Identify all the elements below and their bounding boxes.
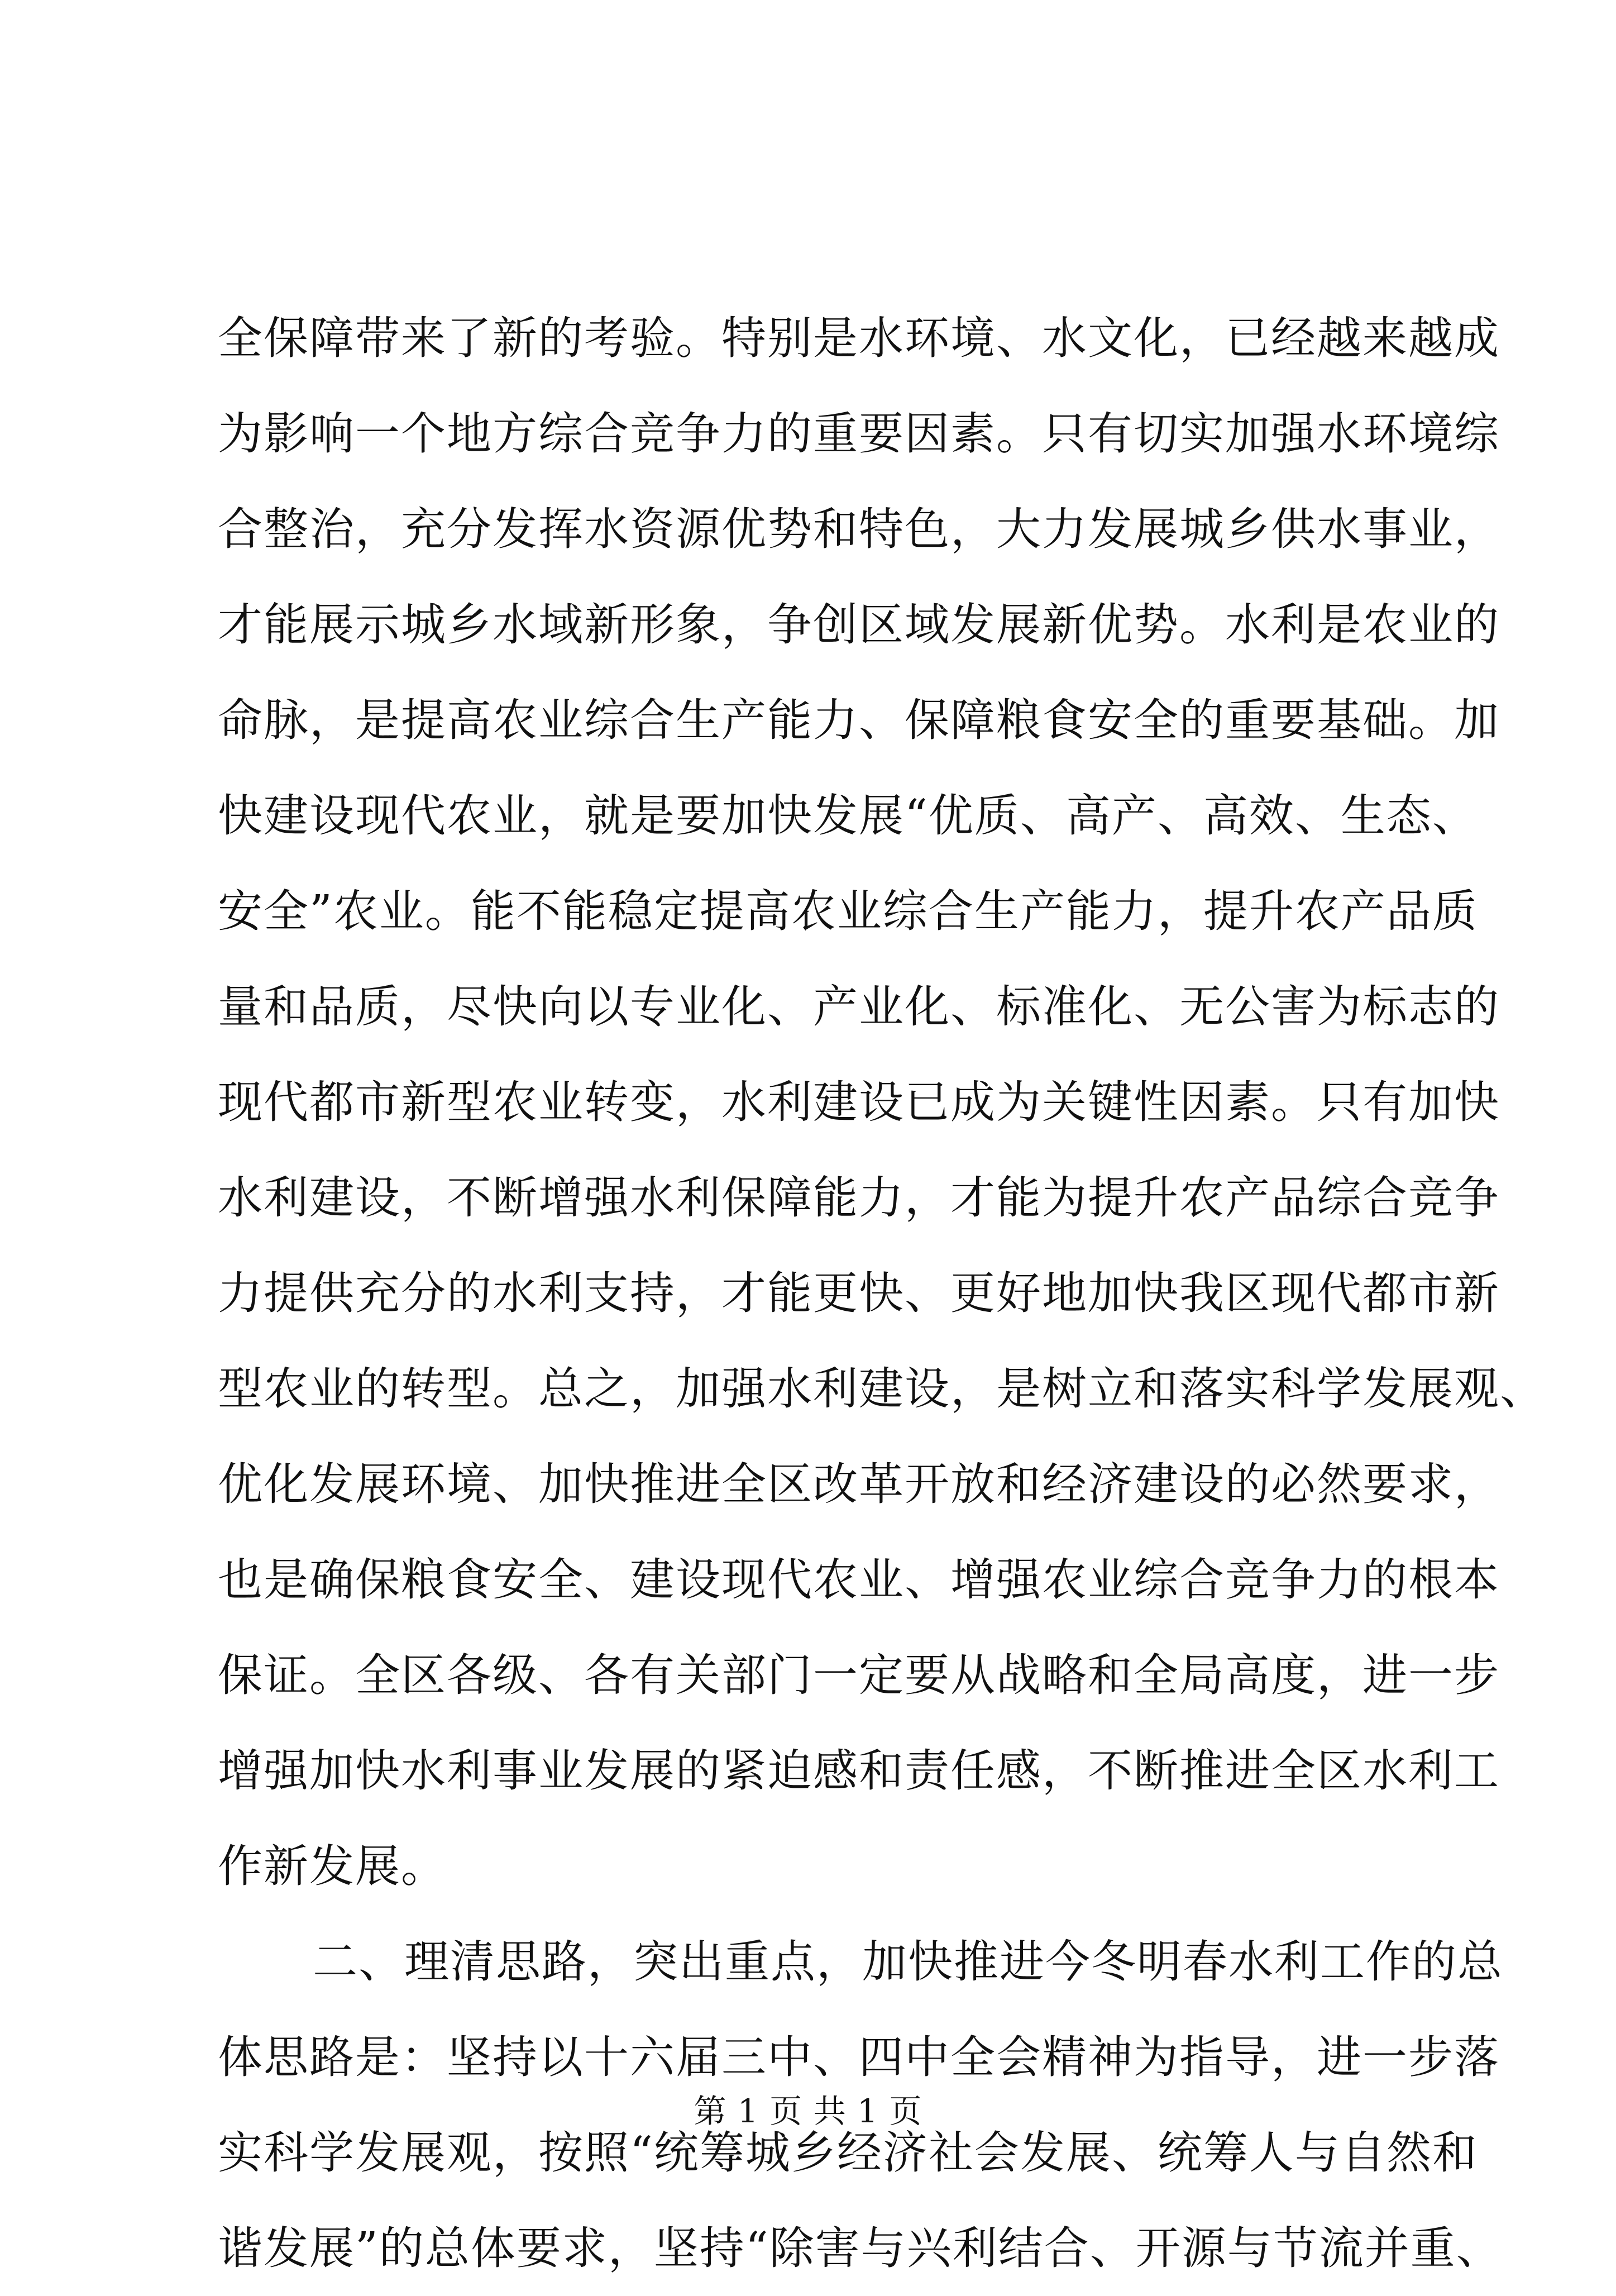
- text-line: 谐发展”的总体要求，坚持“除害与兴利结合、开源与节流并重、: [218, 2222, 1502, 2274]
- text-line: 优化发展环境、加快推进全区改革开放和经济建设的必然要求，: [218, 1458, 1500, 1510]
- text-line: 安全”农业。能不能稳定提高农业综合生产能力，提升农产品质: [218, 885, 1478, 937]
- text-line: 型农业的转型。总之，加强水利建设，是树立和落实科学发展观、: [218, 1363, 1546, 1415]
- text-line: 增强加快水利事业发展的紧迫感和责任感，不断推进全区水利工: [218, 1745, 1500, 1797]
- text-line: 量和品质，尽快向以专业化、产业化、标准化、无公害为标志的: [218, 981, 1500, 1033]
- text-line: 也是确保粮食安全、建设现代农业、增强农业综合竞争力的根本: [218, 1554, 1500, 1606]
- text-line: 命脉，是提高农业综合生产能力、保障粮食安全的重要基础。加: [218, 694, 1500, 746]
- text-line: 保证。全区各级、各有关部门一定要从战略和全局高度，进一步: [218, 1649, 1500, 1701]
- text-line: 为影响一个地方综合竞争力的重要因素。只有切实加强水环境综: [218, 408, 1500, 460]
- text-line: 才能展示城乡水域新形象，争创区域发展新优势。水利是农业的: [218, 599, 1500, 651]
- text-line: 现代都市新型农业转变，水利建设已成为关键性因素。只有加快: [218, 1076, 1500, 1128]
- text-line: 体思路是：坚持以十六届三中、四中全会精神为指导，进一步落: [218, 2031, 1500, 2083]
- text-line: 快建设现代农业，就是要加快发展“优质、高产、高效、生态、: [218, 790, 1478, 842]
- body-text: [218, 290, 1546, 2296]
- text-line: 实科学发展观，按照“统筹城乡经济社会发展、统筹人与自然和: [218, 2127, 1478, 2179]
- text-line: 全保障带来了新的考验。特别是水环境、水文化，已经越来越成: [218, 312, 1500, 364]
- text-line: 水利建设，不断增强水利保障能力，才能为提升农产品综合竞争: [218, 1172, 1500, 1224]
- page-footer: 第 1 页 共 1 页: [694, 2092, 922, 2130]
- text-line: 作新发展。: [218, 1840, 447, 1892]
- text-line: 合整治，充分发挥水资源优势和特色，大力发展城乡供水事业，: [218, 503, 1500, 555]
- section-heading-line: 二、理清思路，突出重点，加快推进今冬明春水利工作的总: [313, 1936, 1503, 1988]
- text-line: 力提供充分的水利支持，才能更快、更好地加快我区现代都市新: [218, 1267, 1500, 1319]
